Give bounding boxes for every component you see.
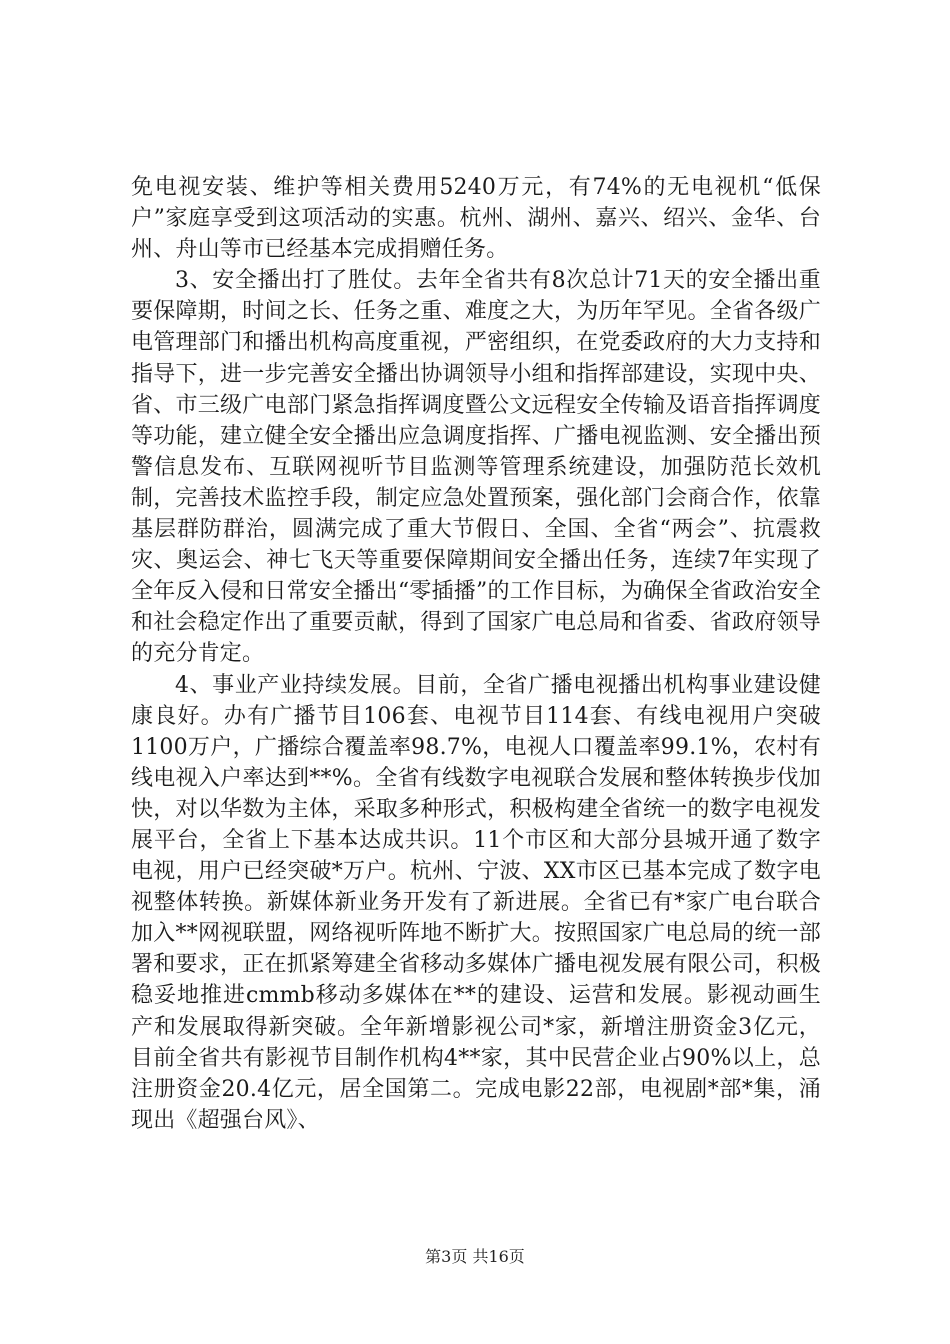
page-footer: 第3页 共16页: [425, 1247, 525, 1266]
document-body: [131, 172, 821, 1136]
paragraph-1: 免电视安装、维护等相关费用5240万元，有74%的无电视机“低保户”家庭享受到这项活动的实惠。杭州、湖州、嘉兴、绍兴、金华、台州、舟山等市已经基本完成捐赠任务。: [131, 175, 821, 263]
paragraph-3: 4、事业产业持续发展。目前，全省广播电视播出机构事业建设健康良好。办有广播节目106套、电视节目114套、有线电视用户突破1100万户，广播综合覆盖率98.7%，电视人口覆盖率99.1%，农村有线电视入户率达到**%。全省有线数字电视联合发展和整体转换步伐加快，对以华数为主体，采取多种形式，积极构建全省统一的数字电视发展平台，全省上下基本达成共识。11个市区和大部分县城开通了数字电视，用户已经突破*万户。杭州、宁波、XX市区已基本完成了数字电视整体转换。新媒体新业务开发有了新进展。全省已有*家广电台联合加入**网视联盟，网络视听阵地不断扩大。按照国家广电总局的统一部署和要求，正在抓紧筹建全省移动多媒体广播电视发展有限公司，积极稳妥地推进cmmb移动多媒体在**的建设、运营和发展。影视动画生产和发展取得新突破。全年新增影视公司*家，新增注册资金3亿元，目前全省共有影视节目制作机构4**家，其中民营企业占90%以上，总注册资金20.4亿元，居全国第二。完成电影22部，电视剧*部*集，涌现出《超强台风》、: [131, 672, 821, 1133]
paragraph-2: 3、安全播出打了胜仗。去年全省共有8次总计71天的安全播出重要保障期，时间之长、任务之重、难度之大，为历年罕见。全省各级广电管理部门和播出机构高度重视，严密组织，在党委政府的大力支持和指导下，进一步完善安全播出协调领导小组和指挥部建设，实现中央、省、市三级广电部门紧急指挥调度暨公文远程安全传输及语音指挥调度等功能，建立健全安全播出应急调度指挥、广播电视监测、安全播出预警信息发布、互联网视听节目监测等管理系统建设，加强防范长效机制，完善技术监控手段，制定应急处置预案，强化部门会商合作，依靠基层群防群治，圆满完成了重大节假日、全国、全省“两会”、抗震救灾、奥运会、神七飞天等重要保障期间安全播出任务，连续7年实现了全年反入侵和日常安全播出“零插播”的工作目标，为确保全省政治安全和社会稳定作出了重要贡献，得到了国家广电总局和省委、省政府领导的充分肯定。: [131, 268, 821, 667]
